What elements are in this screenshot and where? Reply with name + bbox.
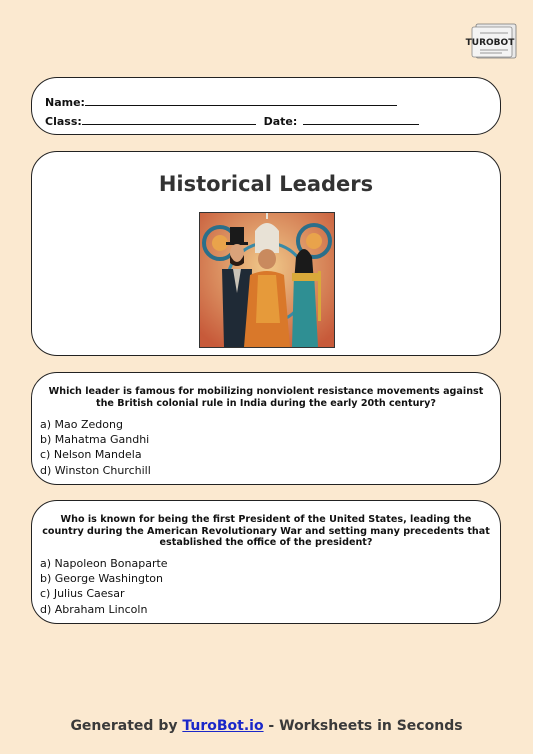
options-list (40, 556, 168, 617)
name-field[interactable] (85, 94, 397, 106)
footer-suffix: - Worksheets in Seconds (263, 718, 463, 734)
option-b[interactable]: b) George Washington (40, 572, 164, 586)
option-b[interactable]: b) Mahatma Gandhi (40, 433, 150, 447)
student-info-card (31, 77, 501, 135)
footer (0, 718, 533, 734)
option-c[interactable]: c) Nelson Mandela (40, 448, 142, 462)
options-list (40, 417, 151, 478)
turobot-link[interactable]: TuroBot.io (182, 718, 264, 734)
footer-prefix: Generated by (70, 718, 183, 734)
option-a[interactable]: a) Napoleon Bonaparte (40, 557, 168, 570)
option-c[interactable]: c) Julius Caesar (40, 587, 125, 601)
title-card (31, 151, 501, 356)
name-line (45, 94, 397, 109)
svg-text:TUROBOT: TUROBOT (465, 38, 515, 48)
question-text: Which leader is famous for mobilizing nonviolent resistance movements against the British colonial rule in India during the early 20th century? (48, 386, 484, 409)
historical-leaders-illustration (199, 212, 335, 348)
name-label: Name: (45, 96, 85, 109)
turobot-logo (462, 22, 518, 60)
question-card-2 (31, 500, 501, 624)
worksheet-title: Historical Leaders (158, 172, 374, 196)
class-date-line (45, 113, 419, 128)
option-d[interactable]: d) Abraham Lincoln (40, 602, 148, 616)
class-field[interactable] (82, 113, 256, 125)
question-text: Who is known for being the first President of the United States, leading the country during the American Revolutionary War and setting many precedents that established the office of the president? (42, 514, 490, 548)
date-field[interactable] (303, 113, 419, 125)
date-label: Date: (263, 115, 298, 128)
question-card-1 (31, 372, 501, 485)
class-label: Class: (45, 115, 82, 128)
option-a[interactable]: a) Mao Zedong (40, 418, 123, 431)
option-d[interactable]: d) Winston Churchill (40, 463, 151, 477)
